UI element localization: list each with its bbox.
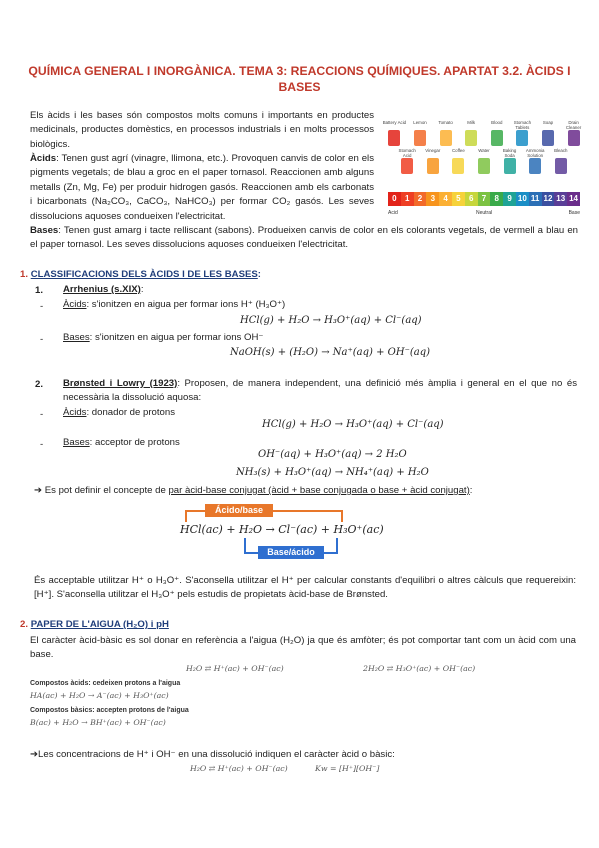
ph-item-illustration <box>491 130 503 146</box>
ph-item-illustration <box>555 158 567 174</box>
arrhenius-heading <box>63 283 363 297</box>
arrhenius-base-equation: NaOH(s) + (H₂O) → Na⁺(aq) + OH⁻(aq) <box>230 347 431 358</box>
ph-cell-12: 12 <box>542 192 555 206</box>
ph-item-label: Blood <box>491 120 503 125</box>
concentrations-line: ➔Les concentracions de H⁺ i OH⁻ en una dissolució indiquen el caràcter àcid o bàsic: <box>30 749 395 760</box>
document-title: QUÍMICA GENERAL I INORGÀNICA. TEMA 3: REACCIONS QUÍMIQUES. APARTAT 3.2. ÀCIDS I BASES <box>28 64 571 94</box>
orange-connector <box>273 510 343 512</box>
ph-axis <box>388 210 580 218</box>
arrhenius-acid-label: Àcids <box>63 299 87 310</box>
section-1-heading <box>20 269 261 280</box>
bases-paragraph <box>30 224 578 253</box>
ph-axis-base: Base <box>568 210 580 216</box>
dash-marker: - <box>40 301 44 312</box>
ph-cell-9: 9 <box>503 192 516 206</box>
base-compounds-label: Compostos bàsics: accepten protons de l'aigua <box>30 707 189 714</box>
acids-text: : Tenen gust agrí (vinagre, llimona, etc.). Provoquen canvis de color en els pigments vegetals; de blau a groc en el paper tornasol. Reaccionen amb alguns metalls (Zn, Mg, Fe) per produir hidrogen gasós. Reaccionen amb els carbonats i bicarbonats (Na₂CO₃, CaCO₃, NaHCO₃) per formar CO₂ gasós. Les seves dissolucions aquoses condueixen l'electricitat. <box>30 153 374 222</box>
ph-item-label: Milk <box>467 120 476 125</box>
acids-paragraph <box>30 152 374 224</box>
ph-axis-acid: Acid <box>388 210 398 216</box>
ph-item-illustration <box>388 130 400 146</box>
section-1-title: CLASSIFICACIONS DELS ÀCIDS I DE LES BASES <box>30 269 258 280</box>
conjugate-pair-line <box>34 484 574 498</box>
arrhenius-base-label: Bases <box>63 332 90 343</box>
ph-scale-image <box>382 116 582 224</box>
orange-connector <box>341 510 343 522</box>
bases-text: : Tenen gust amarg i tacte relliscant (sabons). Produeixen canvis de color en els colorants vegetals, de vermell a blau en el paper tornasol. Les seves dissolucions aquoses condueixen l'electricitat. <box>30 225 578 251</box>
ph-item-illustration <box>478 158 490 174</box>
ph-cell-14: 14 <box>567 192 580 206</box>
arrhenius-colon: : <box>140 284 144 295</box>
ph-axis-neutral: Neutral <box>476 210 493 216</box>
ph-item-illustration <box>516 130 528 146</box>
arrhenius-base-text: : s'ionitzen en aigua per formar ions OH⁻ <box>89 332 264 343</box>
bronsted-number: 2. <box>35 379 44 390</box>
ph-cell-4: 4 <box>439 192 452 206</box>
conjugate-definition: par àcid-base conjugat (àcid + base conjugada o base + àcid conjugat) <box>168 485 470 496</box>
intro-paragraph: Els àcids i les bases són compostos molts comuns i importants en productes medicinals, productes domèstics, en processos industrials i en molts processos biològics. <box>30 110 374 150</box>
kw-expression: Kw = [H⁺][OH⁻] <box>315 764 380 773</box>
ph-item-label: Baking Soda <box>502 148 517 158</box>
conjugate-equation: HCl(ac) + H₂O → Cl⁻(ac) + H₃O⁺(ac) <box>180 523 384 536</box>
ph-item-label: Stomach Acid <box>398 148 416 158</box>
ph-items-row <box>382 116 582 174</box>
blue-connector <box>336 538 338 554</box>
ph-item-label: Ammonia Solution <box>525 148 545 158</box>
section-2-number: 2. <box>20 619 29 630</box>
ph-cell-7: 7 <box>478 192 491 206</box>
section-1-colon: : <box>257 269 261 280</box>
bronsted-name: Brønsted i Lowry (1923) <box>63 378 178 389</box>
dash-marker: - <box>40 334 44 345</box>
orange-connector <box>185 510 205 512</box>
bases-label: Bases <box>30 225 59 236</box>
ph-item-label: Stomach Tablets <box>513 120 532 130</box>
bronsted-text: : Proposen, de manera independent, una definició més àmplia i general en el que no és necessària la dissolució aquosa: <box>63 378 577 404</box>
ph-item-label: Vinegar <box>425 148 441 153</box>
ph-item-illustration <box>465 130 477 146</box>
ph-item-illustration <box>529 158 541 174</box>
ph-item-illustration <box>504 158 516 174</box>
ph-cell-11: 11 <box>529 192 542 206</box>
water-autoionization-equation: 2H₂O ⇄ H₃O⁺(ac) + OH⁻(ac) <box>363 664 476 673</box>
bronsted-acid-label: Àcids <box>63 407 87 418</box>
arrow-icon: ➔ <box>34 485 43 496</box>
arrhenius-acid-line <box>63 298 463 312</box>
orange-connector <box>185 510 187 522</box>
arrhenius-number: 1. <box>35 285 44 296</box>
ph-scale-bar <box>388 192 580 206</box>
ph-item-label: Water <box>478 148 490 153</box>
ph-cell-3: 3 <box>426 192 439 206</box>
bronsted-acid-equation: HCl(g) + H₂O → H₃O⁺(aq) + Cl⁻(aq) <box>262 419 444 430</box>
bronsted-base-text: : acceptor de protons <box>89 437 180 448</box>
kw-ionization-equation: H₂O ⇄ H⁺(ac) + OH⁻(ac) <box>190 764 288 773</box>
acid-base-label-box: Ácido/base <box>205 504 273 517</box>
ph-item-illustration <box>568 130 580 146</box>
ph-cell-5: 5 <box>452 192 465 206</box>
base-acid-label-box: Base/ácido <box>258 546 324 559</box>
ph-item-label: Bleach <box>554 148 568 153</box>
conjugate-text: Es pot definir el concepte de <box>42 485 169 496</box>
ph-item-label: Coffee <box>451 148 465 153</box>
h-vs-h3o-note: És acceptable utilitzar H⁺ o H₃O⁺. S'aconsella utilitzar el H⁺ per calcular constants d'equilibri o altres càlculs que requereixin: [H⁺]. S'aconsella utilitzar el H₃O⁺ pels estudis de propietats àcid-base de Brønsted. <box>34 575 576 601</box>
ph-cell-10: 10 <box>516 192 529 206</box>
ph-item-label: Battery Acid <box>382 120 407 125</box>
bronsted-base-label: Bases <box>63 437 90 448</box>
acid-compounds-label: Compostos àcids: cedeixen protons a l'aigua <box>30 680 181 687</box>
arrhenius-name: Arrhenius (s.XIX) <box>63 284 141 295</box>
blue-connector <box>244 538 246 553</box>
water-ionization-equation: H₂O ⇄ H⁺(ac) + OH⁻(ac) <box>186 664 284 673</box>
acid-compounds-equation: HA(ac) + H₂O → A⁻(ac) + H₃O⁺(ac) <box>30 691 169 700</box>
arrhenius-base-line <box>63 331 463 345</box>
ph-item-label: Soap <box>542 120 554 125</box>
arrhenius-acid-equation: HCl(g) + H₂O → H₃O⁺(aq) + Cl⁻(aq) <box>240 315 422 326</box>
water-paragraph: El caràcter àcid-bàsic es sol donar en referència a l'aigua (H₂O) ja que és amfòter; és pot comportar tant com un àcid com una base. <box>30 635 576 661</box>
section-2-heading <box>20 619 169 630</box>
ph-item-illustration <box>427 158 439 174</box>
bronsted-acid-text: : donador de protons <box>86 407 176 418</box>
ph-item-illustration <box>452 158 464 174</box>
bronsted-paragraph <box>63 377 577 406</box>
ph-item-illustration <box>440 130 452 146</box>
ph-item-label: Lemon <box>413 120 427 125</box>
ph-item-illustration <box>542 130 554 146</box>
ph-item-label: Drain Cleaner <box>565 120 582 130</box>
ph-cell-0: 0 <box>388 192 401 206</box>
bronsted-base-equation-2: NH₃(s) + H₃O⁺(aq) → NH₄⁺(aq) + H₂O <box>236 467 429 478</box>
ph-cell-6: 6 <box>465 192 478 206</box>
ph-item-illustration <box>401 158 413 174</box>
acids-label: Àcids <box>30 153 57 164</box>
ph-item-label: Tomato <box>438 120 453 125</box>
section-1-number: 1. <box>20 269 29 280</box>
ph-item-illustration <box>414 130 426 146</box>
ph-cell-1: 1 <box>401 192 414 206</box>
ph-cell-8: 8 <box>490 192 503 206</box>
arrhenius-acid-text: : s'ionitzen en aigua per formar ions H⁺ (H₃O⁺) <box>86 299 286 310</box>
section-2-title: PAPER DE L'AIGUA (H₂O) i pH <box>30 619 169 630</box>
conjugate-colon: : <box>469 485 473 496</box>
blue-connector <box>244 552 258 554</box>
dash-marker: - <box>40 439 44 450</box>
ph-cell-13: 13 <box>554 192 567 206</box>
base-compounds-equation: B(ac) + H₂O → BH⁺(ac) + OH⁻(ac) <box>30 718 166 727</box>
ph-cell-2: 2 <box>414 192 427 206</box>
bronsted-base-equation-1: OH⁻(aq) + H₃O⁺(aq) → 2 H₂O <box>258 449 407 460</box>
dash-marker: - <box>40 409 44 420</box>
